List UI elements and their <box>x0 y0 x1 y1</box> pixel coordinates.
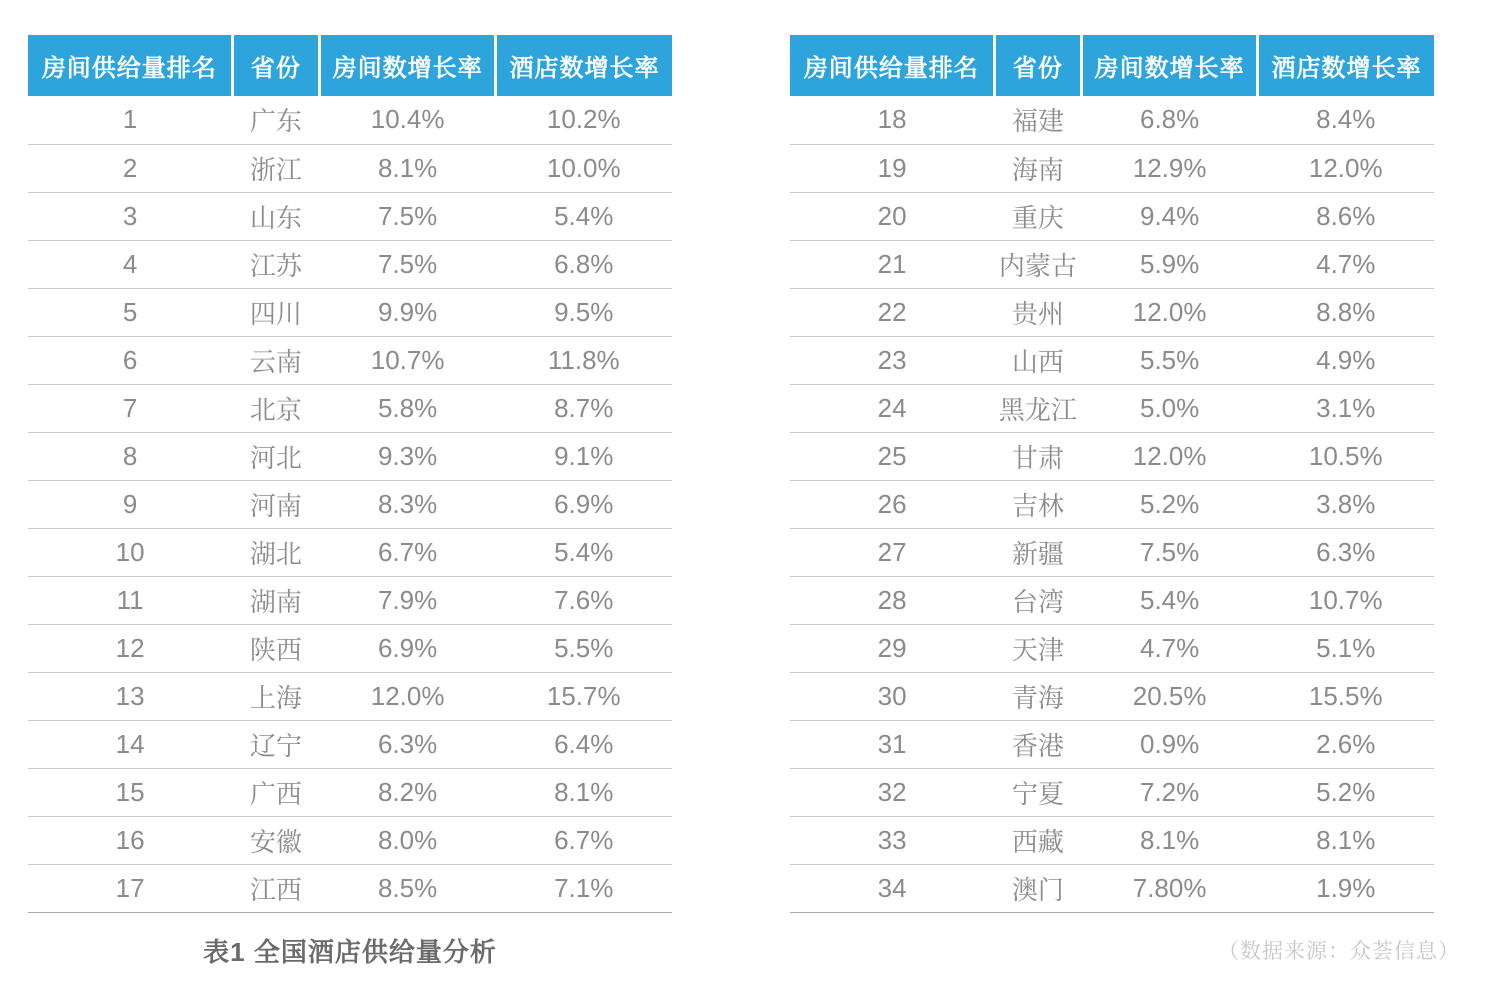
table-cell: 1.9% <box>1258 864 1434 912</box>
table-cell: 9.9% <box>320 288 496 336</box>
table-cell: 5.8% <box>320 384 496 432</box>
table-cell: 7.1% <box>496 864 672 912</box>
table-cell: 云南 <box>232 336 320 384</box>
table-row <box>790 192 1434 240</box>
table-cell: 5.5% <box>1082 336 1258 384</box>
table-cell: 台湾 <box>994 576 1082 624</box>
table-cell: 11 <box>28 576 232 624</box>
table-cell: 香港 <box>994 720 1082 768</box>
table-cell: 山西 <box>994 336 1082 384</box>
table-cell: 10 <box>28 528 232 576</box>
table-cell: 12.9% <box>1082 144 1258 192</box>
supply-table-left <box>28 35 672 913</box>
table-cell: 14 <box>28 720 232 768</box>
table-cell: 5.4% <box>496 192 672 240</box>
table-row <box>790 816 1434 864</box>
table-cell: 12.0% <box>320 672 496 720</box>
column-header-room-growth: 房间数增长率 <box>320 35 496 96</box>
tables-row <box>28 35 1434 913</box>
table-cell: 5.9% <box>1082 240 1258 288</box>
table-cell: 20 <box>790 192 994 240</box>
table-cell: 7.80% <box>1082 864 1258 912</box>
table-cell: 12.0% <box>1258 144 1434 192</box>
table-cell: 6.8% <box>1082 96 1258 144</box>
table-row <box>790 480 1434 528</box>
table-cell: 山东 <box>232 192 320 240</box>
table-cell: 辽宁 <box>232 720 320 768</box>
table-body-left <box>28 96 672 912</box>
data-source-note: （数据来源：众荟信息） <box>1218 940 1460 963</box>
table-row <box>28 144 672 192</box>
table-caption: 表1 全国酒店供给量分析 <box>203 936 497 967</box>
table-cell: 8.2% <box>320 768 496 816</box>
table-cell: 10.5% <box>1258 432 1434 480</box>
table-cell: 3.8% <box>1258 480 1434 528</box>
table-cell: 15.5% <box>1258 672 1434 720</box>
table-cell: 8.7% <box>496 384 672 432</box>
table-cell: 江苏 <box>232 240 320 288</box>
table-cell: 6.9% <box>320 624 496 672</box>
table-cell: 15.7% <box>496 672 672 720</box>
table-row <box>790 240 1434 288</box>
table-cell: 4 <box>28 240 232 288</box>
table-header <box>790 35 1434 96</box>
table-cell: 7.6% <box>496 576 672 624</box>
table-cell: 11.8% <box>496 336 672 384</box>
table-row <box>790 576 1434 624</box>
table-row <box>790 336 1434 384</box>
table-cell: 32 <box>790 768 994 816</box>
table-cell: 5.4% <box>496 528 672 576</box>
table-cell: 15 <box>28 768 232 816</box>
table-cell: 湖南 <box>232 576 320 624</box>
table-cell: 7 <box>28 384 232 432</box>
table-row <box>28 240 672 288</box>
supply-table-right <box>790 35 1434 913</box>
table-row <box>28 192 672 240</box>
table-cell: 吉林 <box>994 480 1082 528</box>
table-cell: 5.4% <box>1082 576 1258 624</box>
table-cell: 8 <box>28 432 232 480</box>
table-cell: 19 <box>790 144 994 192</box>
table-row <box>790 624 1434 672</box>
column-header-room-growth: 房间数增长率 <box>1082 35 1258 96</box>
table-cell: 6.4% <box>496 720 672 768</box>
table-row <box>28 96 672 144</box>
table-cell: 10.0% <box>496 144 672 192</box>
table-cell: 12 <box>28 624 232 672</box>
table-cell: 34 <box>790 864 994 912</box>
table-cell: 8.1% <box>496 768 672 816</box>
table-row <box>28 432 672 480</box>
table-cell: 16 <box>28 816 232 864</box>
table-cell: 5.2% <box>1082 480 1258 528</box>
table-row <box>790 672 1434 720</box>
table-row <box>28 480 672 528</box>
column-header-province: 省份 <box>994 35 1082 96</box>
table-row <box>28 576 672 624</box>
table-cell: 4.7% <box>1082 624 1258 672</box>
table-cell: 22 <box>790 288 994 336</box>
table-cell: 6.9% <box>496 480 672 528</box>
column-header-hotel-growth: 酒店数增长率 <box>1258 35 1434 96</box>
table-cell: 7.9% <box>320 576 496 624</box>
table-row <box>790 384 1434 432</box>
table-row <box>28 720 672 768</box>
table-cell: 20.5% <box>1082 672 1258 720</box>
table-cell: 贵州 <box>994 288 1082 336</box>
table-cell: 2 <box>28 144 232 192</box>
table-cell: 9 <box>28 480 232 528</box>
table-cell: 5.1% <box>1258 624 1434 672</box>
table-row <box>28 624 672 672</box>
table-cell: 4.7% <box>1258 240 1434 288</box>
table-cell: 9.3% <box>320 432 496 480</box>
table-cell: 10.7% <box>320 336 496 384</box>
column-header-hotel-growth: 酒店数增长率 <box>496 35 672 96</box>
header-row <box>790 35 1434 96</box>
table-cell: 8.1% <box>320 144 496 192</box>
table-cell: 上海 <box>232 672 320 720</box>
table-cell: 北京 <box>232 384 320 432</box>
table-cell: 8.6% <box>1258 192 1434 240</box>
column-header-rank: 房间供给量排名 <box>790 35 994 96</box>
table-cell: 10.4% <box>320 96 496 144</box>
table-row <box>790 720 1434 768</box>
table-cell: 8.8% <box>1258 288 1434 336</box>
table-body-right <box>790 96 1434 912</box>
table-cell: 9.4% <box>1082 192 1258 240</box>
table-cell: 海南 <box>994 144 1082 192</box>
table-cell: 6.8% <box>496 240 672 288</box>
table-row <box>28 768 672 816</box>
table-cell: 青海 <box>994 672 1082 720</box>
table-cell: 6.7% <box>320 528 496 576</box>
table-row <box>28 672 672 720</box>
table-row <box>28 864 672 912</box>
table-cell: 8.1% <box>1258 816 1434 864</box>
table-cell: 6.3% <box>320 720 496 768</box>
table-cell: 3.1% <box>1258 384 1434 432</box>
table-cell: 10.2% <box>496 96 672 144</box>
table-cell: 5.5% <box>496 624 672 672</box>
table-cell: 7.5% <box>320 192 496 240</box>
table-cell: 6.3% <box>1258 528 1434 576</box>
table-row <box>790 768 1434 816</box>
table-row <box>28 336 672 384</box>
table-cell: 澳门 <box>994 864 1082 912</box>
table-cell: 浙江 <box>232 144 320 192</box>
table-cell: 重庆 <box>994 192 1082 240</box>
table-cell: 33 <box>790 816 994 864</box>
figure-region <box>28 35 1460 969</box>
table-cell: 5 <box>28 288 232 336</box>
table-cell: 8.4% <box>1258 96 1434 144</box>
table-cell: 8.3% <box>320 480 496 528</box>
table-cell: 25 <box>790 432 994 480</box>
table-cell: 4.9% <box>1258 336 1434 384</box>
table-cell: 18 <box>790 96 994 144</box>
table-cell: 31 <box>790 720 994 768</box>
table-cell: 甘肃 <box>994 432 1082 480</box>
table-cell: 9.1% <box>496 432 672 480</box>
table-cell: 2.6% <box>1258 720 1434 768</box>
table-row <box>28 288 672 336</box>
header-row <box>28 35 672 96</box>
table-cell: 河北 <box>232 432 320 480</box>
table-cell: 天津 <box>994 624 1082 672</box>
table-cell: 12.0% <box>1082 288 1258 336</box>
table-row <box>790 528 1434 576</box>
table-cell: 6.7% <box>496 816 672 864</box>
table-cell: 宁夏 <box>994 768 1082 816</box>
table-row <box>790 96 1434 144</box>
table-cell: 安徽 <box>232 816 320 864</box>
table-row <box>790 864 1434 912</box>
table-cell: 8.5% <box>320 864 496 912</box>
table-cell: 17 <box>28 864 232 912</box>
table-cell: 24 <box>790 384 994 432</box>
table-cell: 5.0% <box>1082 384 1258 432</box>
table-cell: 28 <box>790 576 994 624</box>
table-row <box>28 816 672 864</box>
table-cell: 23 <box>790 336 994 384</box>
table-cell: 9.5% <box>496 288 672 336</box>
table-cell: 黑龙江 <box>994 384 1082 432</box>
table-cell: 7.2% <box>1082 768 1258 816</box>
figure-footer <box>28 932 1460 969</box>
column-header-rank: 房间供给量排名 <box>28 35 232 96</box>
table-cell: 5.2% <box>1258 768 1434 816</box>
table-cell: 河南 <box>232 480 320 528</box>
table-cell: 新疆 <box>994 528 1082 576</box>
table-cell: 26 <box>790 480 994 528</box>
table-cell: 13 <box>28 672 232 720</box>
table-cell: 30 <box>790 672 994 720</box>
table-row <box>790 288 1434 336</box>
table-cell: 四川 <box>232 288 320 336</box>
table-cell: 29 <box>790 624 994 672</box>
column-header-province: 省份 <box>232 35 320 96</box>
table-cell: 21 <box>790 240 994 288</box>
table-cell: 8.1% <box>1082 816 1258 864</box>
table-cell: 0.9% <box>1082 720 1258 768</box>
table-header <box>28 35 672 96</box>
table-cell: 27 <box>790 528 994 576</box>
table-row <box>790 432 1434 480</box>
table-cell: 广西 <box>232 768 320 816</box>
table-cell: 福建 <box>994 96 1082 144</box>
table-cell: 西藏 <box>994 816 1082 864</box>
table-cell: 江西 <box>232 864 320 912</box>
table-row <box>28 384 672 432</box>
table-cell: 广东 <box>232 96 320 144</box>
table-cell: 10.7% <box>1258 576 1434 624</box>
table-row <box>28 528 672 576</box>
table-cell: 7.5% <box>320 240 496 288</box>
table-cell: 12.0% <box>1082 432 1258 480</box>
table-cell: 6 <box>28 336 232 384</box>
table-cell: 3 <box>28 192 232 240</box>
table-row <box>790 144 1434 192</box>
table-cell: 湖北 <box>232 528 320 576</box>
table-cell: 内蒙古 <box>994 240 1082 288</box>
table-cell: 7.5% <box>1082 528 1258 576</box>
table-cell: 1 <box>28 96 232 144</box>
table-cell: 陕西 <box>232 624 320 672</box>
table-cell: 8.0% <box>320 816 496 864</box>
